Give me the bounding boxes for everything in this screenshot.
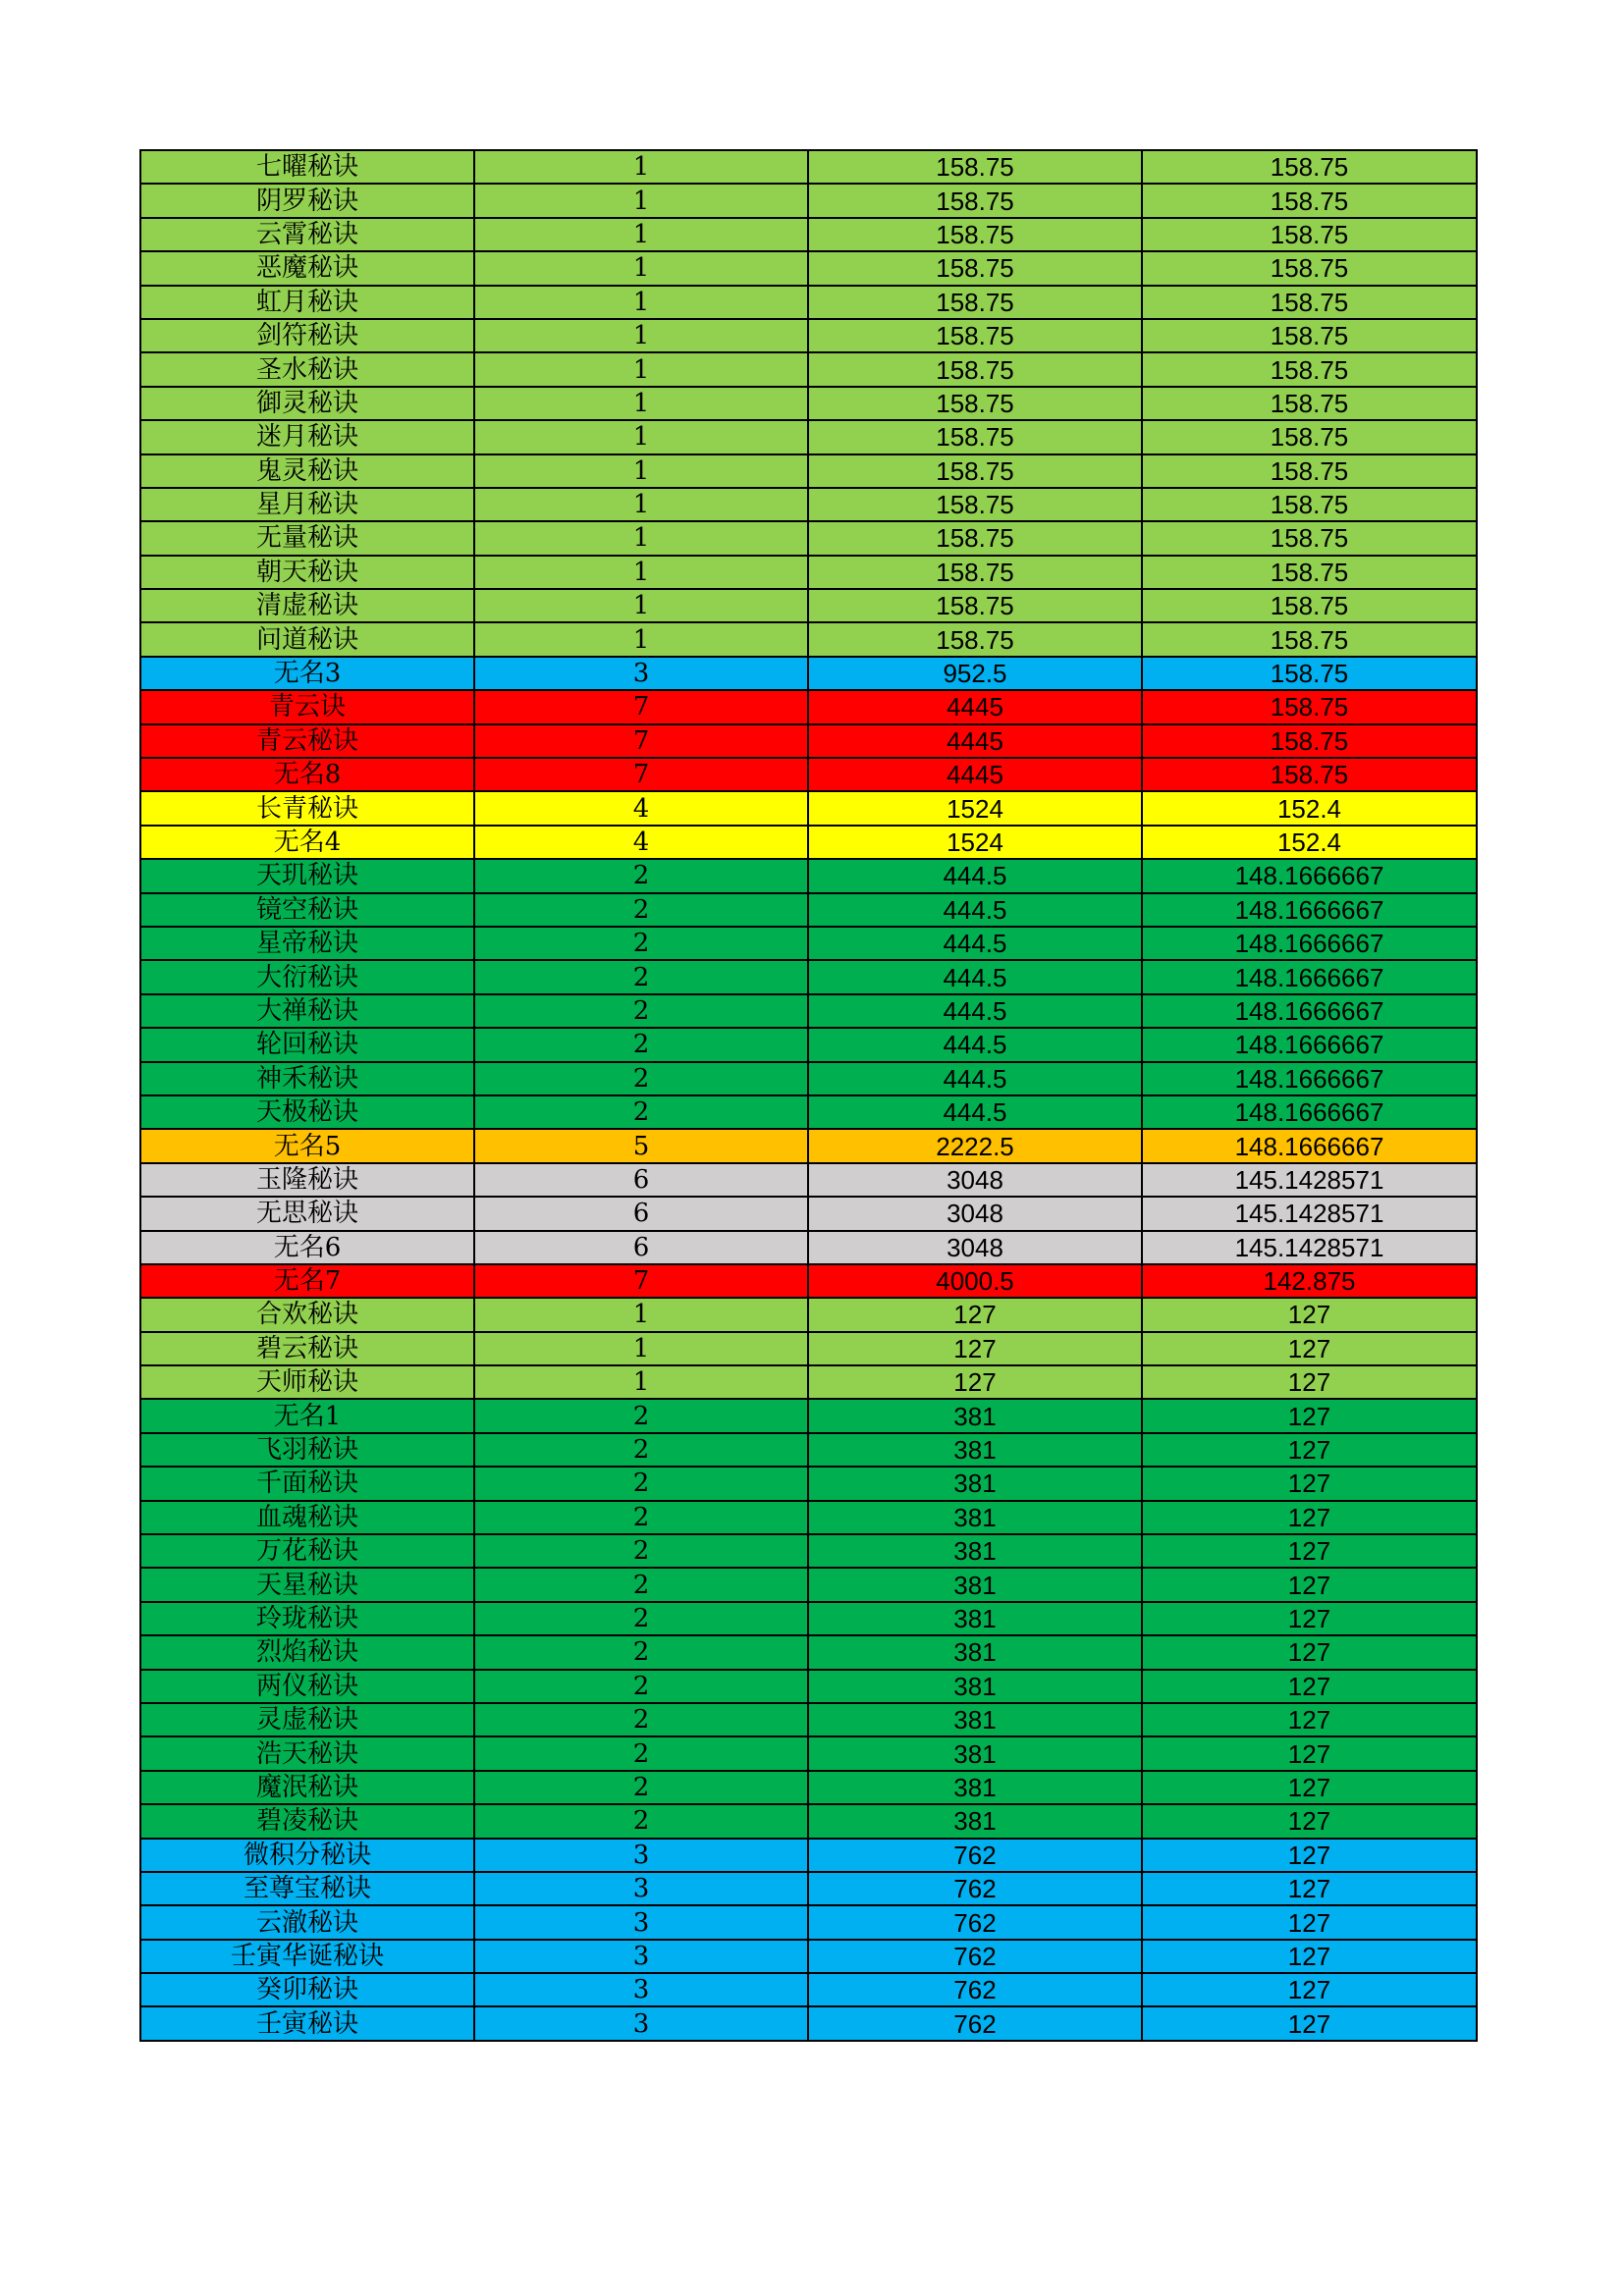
table-row — [140, 826, 1477, 859]
cell-average: 158.75 — [1142, 420, 1477, 454]
table-row — [140, 1365, 1477, 1399]
cell-level: 2 — [474, 859, 808, 892]
cell-name: 星帝秘诀 — [140, 927, 474, 960]
cell-name: 癸卯秘诀 — [140, 1973, 474, 2006]
cell-average: 158.75 — [1142, 286, 1477, 319]
cell-total: 127 — [808, 1298, 1142, 1331]
cell-level: 2 — [474, 1433, 808, 1467]
table-row — [140, 1399, 1477, 1432]
cell-name: 青云诀 — [140, 690, 474, 723]
cell-level: 6 — [474, 1163, 808, 1197]
table-row — [140, 1163, 1477, 1197]
cell-average: 158.75 — [1142, 622, 1477, 656]
cell-average: 158.75 — [1142, 690, 1477, 723]
cell-name: 天玑秘诀 — [140, 859, 474, 892]
cell-total: 762 — [808, 2006, 1142, 2040]
table-row — [140, 893, 1477, 927]
cell-total: 444.5 — [808, 960, 1142, 993]
cell-average: 158.75 — [1142, 758, 1477, 791]
table-row — [140, 488, 1477, 521]
cell-level: 7 — [474, 1264, 808, 1298]
table-row — [140, 556, 1477, 589]
cell-level: 2 — [474, 1804, 808, 1838]
table-row — [140, 1670, 1477, 1703]
cell-total: 381 — [808, 1602, 1142, 1635]
cell-total: 158.75 — [808, 218, 1142, 251]
cell-level: 1 — [474, 387, 808, 420]
cell-level: 3 — [474, 657, 808, 690]
cell-average: 158.75 — [1142, 521, 1477, 555]
cell-level: 1 — [474, 556, 808, 589]
cell-average: 152.4 — [1142, 791, 1477, 825]
table-row — [140, 1129, 1477, 1162]
cell-name: 无名7 — [140, 1264, 474, 1298]
cell-total: 158.75 — [808, 286, 1142, 319]
cell-level: 2 — [474, 1771, 808, 1804]
cell-total: 762 — [808, 1940, 1142, 1973]
table-row — [140, 1501, 1477, 1534]
cell-total: 381 — [808, 1399, 1142, 1432]
cell-level: 1 — [474, 150, 808, 184]
cell-name: 御灵秘诀 — [140, 387, 474, 420]
cell-name: 青云秘诀 — [140, 724, 474, 758]
cell-average: 148.1666667 — [1142, 1028, 1477, 1061]
cell-name: 迷月秘诀 — [140, 420, 474, 454]
cell-name: 无名5 — [140, 1129, 474, 1162]
cell-level: 1 — [474, 420, 808, 454]
cell-level: 1 — [474, 352, 808, 386]
cell-level: 1 — [474, 521, 808, 555]
cell-name: 万花秘诀 — [140, 1534, 474, 1568]
cell-average: 145.1428571 — [1142, 1231, 1477, 1264]
cell-total: 444.5 — [808, 1062, 1142, 1095]
cell-average: 127 — [1142, 1602, 1477, 1635]
table-row — [140, 1534, 1477, 1568]
cell-total: 381 — [808, 1736, 1142, 1770]
cell-name: 虹月秘诀 — [140, 286, 474, 319]
table-row — [140, 1467, 1477, 1500]
cell-total: 444.5 — [808, 859, 1142, 892]
cell-average: 127 — [1142, 1568, 1477, 1601]
cell-level: 7 — [474, 758, 808, 791]
cell-name: 大禅秘诀 — [140, 994, 474, 1028]
cell-average: 148.1666667 — [1142, 960, 1477, 993]
table-row — [140, 1973, 1477, 2006]
cell-average: 158.75 — [1142, 319, 1477, 352]
cell-level: 7 — [474, 724, 808, 758]
cell-name: 阴罗秘诀 — [140, 184, 474, 217]
cell-total: 381 — [808, 1467, 1142, 1500]
cell-average: 145.1428571 — [1142, 1163, 1477, 1197]
cell-total: 381 — [808, 1703, 1142, 1736]
cell-total: 158.75 — [808, 556, 1142, 589]
cell-total: 381 — [808, 1501, 1142, 1534]
cell-level: 1 — [474, 218, 808, 251]
cell-name: 大衍秘诀 — [140, 960, 474, 993]
table-row — [140, 150, 1477, 184]
table-row — [140, 1433, 1477, 1467]
cell-name: 恶魔秘诀 — [140, 251, 474, 285]
table-row — [140, 251, 1477, 285]
cell-total: 381 — [808, 1670, 1142, 1703]
cell-average: 158.75 — [1142, 150, 1477, 184]
cell-name: 无量秘诀 — [140, 521, 474, 555]
cell-average: 152.4 — [1142, 826, 1477, 859]
cell-average: 127 — [1142, 1534, 1477, 1568]
cell-level: 2 — [474, 994, 808, 1028]
cell-average: 148.1666667 — [1142, 994, 1477, 1028]
cell-name: 神禾秘诀 — [140, 1062, 474, 1095]
cell-level: 2 — [474, 1635, 808, 1669]
table-row — [140, 1298, 1477, 1331]
cell-average: 127 — [1142, 1298, 1477, 1331]
cell-name: 镜空秘诀 — [140, 893, 474, 927]
cell-total: 444.5 — [808, 994, 1142, 1028]
cell-total: 158.75 — [808, 150, 1142, 184]
cell-average: 127 — [1142, 1399, 1477, 1432]
cell-level: 3 — [474, 1973, 808, 2006]
cell-name: 无名3 — [140, 657, 474, 690]
cell-total: 158.75 — [808, 622, 1142, 656]
cell-average: 148.1666667 — [1142, 893, 1477, 927]
cell-level: 2 — [474, 1467, 808, 1500]
cell-total: 3048 — [808, 1197, 1142, 1230]
table-row — [140, 2006, 1477, 2040]
cell-average: 145.1428571 — [1142, 1197, 1477, 1230]
cell-average: 127 — [1142, 1433, 1477, 1467]
cell-total: 1524 — [808, 791, 1142, 825]
cell-average: 127 — [1142, 1872, 1477, 1905]
cell-average: 127 — [1142, 1771, 1477, 1804]
cell-name: 灵虚秘诀 — [140, 1703, 474, 1736]
cell-name: 长青秘诀 — [140, 791, 474, 825]
cell-level: 1 — [474, 1332, 808, 1365]
cell-level: 7 — [474, 690, 808, 723]
table-row — [140, 1703, 1477, 1736]
data-table — [139, 149, 1478, 2042]
cell-total: 2222.5 — [808, 1129, 1142, 1162]
table-row — [140, 319, 1477, 352]
cell-name: 魔泯秘诀 — [140, 1771, 474, 1804]
cell-level: 2 — [474, 1028, 808, 1061]
cell-average: 158.75 — [1142, 218, 1477, 251]
cell-average: 158.75 — [1142, 556, 1477, 589]
table-row — [140, 1095, 1477, 1129]
cell-level: 1 — [474, 286, 808, 319]
cell-name: 鬼灵秘诀 — [140, 454, 474, 488]
table-row — [140, 218, 1477, 251]
cell-average: 127 — [1142, 1467, 1477, 1500]
cell-average: 127 — [1142, 2006, 1477, 2040]
cell-level: 2 — [474, 960, 808, 993]
cell-name: 烈焰秘诀 — [140, 1635, 474, 1669]
cell-name: 无名4 — [140, 826, 474, 859]
cell-level: 2 — [474, 1399, 808, 1432]
cell-total: 158.75 — [808, 488, 1142, 521]
cell-name: 天极秘诀 — [140, 1095, 474, 1129]
table-row — [140, 758, 1477, 791]
cell-level: 1 — [474, 622, 808, 656]
cell-average: 158.75 — [1142, 724, 1477, 758]
table-row — [140, 1028, 1477, 1061]
table-row — [140, 1062, 1477, 1095]
cell-level: 2 — [474, 893, 808, 927]
table-row — [140, 184, 1477, 217]
cell-name: 剑符秘诀 — [140, 319, 474, 352]
cell-total: 3048 — [808, 1163, 1142, 1197]
cell-level: 2 — [474, 1602, 808, 1635]
cell-name: 无名8 — [140, 758, 474, 791]
cell-average: 127 — [1142, 1940, 1477, 1973]
table-row — [140, 521, 1477, 555]
cell-total: 762 — [808, 1905, 1142, 1939]
cell-total: 4445 — [808, 724, 1142, 758]
table-row — [140, 1736, 1477, 1770]
cell-level: 2 — [474, 1095, 808, 1129]
cell-average: 127 — [1142, 1670, 1477, 1703]
cell-total: 158.75 — [808, 251, 1142, 285]
cell-total: 444.5 — [808, 927, 1142, 960]
cell-average: 127 — [1142, 1501, 1477, 1534]
table-row — [140, 1940, 1477, 1973]
cell-name: 玉隆秘诀 — [140, 1163, 474, 1197]
cell-total: 158.75 — [808, 319, 1142, 352]
cell-total: 444.5 — [808, 1028, 1142, 1061]
cell-average: 148.1666667 — [1142, 1095, 1477, 1129]
cell-average: 127 — [1142, 1839, 1477, 1872]
table-body — [140, 150, 1477, 2041]
cell-level: 5 — [474, 1129, 808, 1162]
table-row — [140, 1264, 1477, 1298]
cell-name: 星月秘诀 — [140, 488, 474, 521]
cell-total: 158.75 — [808, 454, 1142, 488]
cell-level: 4 — [474, 791, 808, 825]
cell-level: 1 — [474, 251, 808, 285]
cell-total: 444.5 — [808, 1095, 1142, 1129]
cell-average: 127 — [1142, 1703, 1477, 1736]
cell-name: 七曜秘诀 — [140, 150, 474, 184]
cell-average: 158.75 — [1142, 488, 1477, 521]
cell-average: 127 — [1142, 1332, 1477, 1365]
table-row — [140, 724, 1477, 758]
table-row — [140, 1231, 1477, 1264]
cell-average: 148.1666667 — [1142, 859, 1477, 892]
cell-total: 127 — [808, 1332, 1142, 1365]
table-row — [140, 454, 1477, 488]
cell-average: 127 — [1142, 1905, 1477, 1939]
cell-average: 158.75 — [1142, 454, 1477, 488]
cell-total: 381 — [808, 1771, 1142, 1804]
table-row — [140, 1839, 1477, 1872]
cell-average: 148.1666667 — [1142, 927, 1477, 960]
cell-level: 2 — [474, 1062, 808, 1095]
cell-level: 1 — [474, 488, 808, 521]
table-row — [140, 1804, 1477, 1838]
cell-level: 3 — [474, 2006, 808, 2040]
cell-total: 158.75 — [808, 184, 1142, 217]
cell-average: 158.75 — [1142, 589, 1477, 622]
cell-total: 158.75 — [808, 589, 1142, 622]
cell-average: 127 — [1142, 1736, 1477, 1770]
cell-total: 381 — [808, 1568, 1142, 1601]
table-row — [140, 960, 1477, 993]
cell-total: 381 — [808, 1433, 1142, 1467]
cell-total: 762 — [808, 1839, 1142, 1872]
cell-name: 千面秘诀 — [140, 1467, 474, 1500]
cell-name: 朝天秘诀 — [140, 556, 474, 589]
table-row — [140, 1905, 1477, 1939]
cell-level: 6 — [474, 1197, 808, 1230]
cell-level: 1 — [474, 184, 808, 217]
cell-level: 3 — [474, 1839, 808, 1872]
cell-name: 问道秘诀 — [140, 622, 474, 656]
cell-average: 148.1666667 — [1142, 1062, 1477, 1095]
cell-total: 4445 — [808, 690, 1142, 723]
cell-level: 3 — [474, 1905, 808, 1939]
cell-name: 碧云秘诀 — [140, 1332, 474, 1365]
cell-total: 381 — [808, 1804, 1142, 1838]
cell-total: 1524 — [808, 826, 1142, 859]
cell-total: 4445 — [808, 758, 1142, 791]
cell-average: 148.1666667 — [1142, 1129, 1477, 1162]
cell-level: 1 — [474, 454, 808, 488]
table-row — [140, 387, 1477, 420]
cell-total: 381 — [808, 1635, 1142, 1669]
cell-name: 浩天秘诀 — [140, 1736, 474, 1770]
cell-average: 158.75 — [1142, 251, 1477, 285]
cell-average: 158.75 — [1142, 184, 1477, 217]
cell-name: 血魂秘诀 — [140, 1501, 474, 1534]
cell-level: 3 — [474, 1940, 808, 1973]
table-row — [140, 1635, 1477, 1669]
table-row — [140, 791, 1477, 825]
cell-average: 158.75 — [1142, 657, 1477, 690]
cell-name: 合欢秘诀 — [140, 1298, 474, 1331]
cell-average: 158.75 — [1142, 387, 1477, 420]
cell-level: 2 — [474, 1534, 808, 1568]
cell-total: 158.75 — [808, 352, 1142, 386]
table-row — [140, 1332, 1477, 1365]
table-row — [140, 622, 1477, 656]
cell-name: 天师秘诀 — [140, 1365, 474, 1399]
table-row — [140, 1197, 1477, 1230]
cell-total: 762 — [808, 1973, 1142, 2006]
cell-level: 2 — [474, 1670, 808, 1703]
cell-average: 127 — [1142, 1635, 1477, 1669]
cell-average: 158.75 — [1142, 352, 1477, 386]
cell-total: 762 — [808, 1872, 1142, 1905]
cell-name: 至尊宝秘诀 — [140, 1872, 474, 1905]
table-row — [140, 859, 1477, 892]
cell-name: 无名6 — [140, 1231, 474, 1264]
table-row — [140, 657, 1477, 690]
cell-total: 158.75 — [808, 420, 1142, 454]
table-row — [140, 690, 1477, 723]
cell-level: 2 — [474, 1501, 808, 1534]
cell-level: 2 — [474, 1568, 808, 1601]
cell-total: 158.75 — [808, 387, 1142, 420]
cell-average: 127 — [1142, 1365, 1477, 1399]
cell-total: 3048 — [808, 1231, 1142, 1264]
cell-total: 381 — [808, 1534, 1142, 1568]
cell-name: 碧凌秘诀 — [140, 1804, 474, 1838]
table-row — [140, 927, 1477, 960]
table-row — [140, 1872, 1477, 1905]
cell-total: 158.75 — [808, 521, 1142, 555]
cell-name: 两仪秘诀 — [140, 1670, 474, 1703]
table-row — [140, 589, 1477, 622]
cell-name: 云霄秘诀 — [140, 218, 474, 251]
cell-name: 圣水秘诀 — [140, 352, 474, 386]
table-row — [140, 1602, 1477, 1635]
cell-name: 微积分秘诀 — [140, 1839, 474, 1872]
cell-name: 壬寅华诞秘诀 — [140, 1940, 474, 1973]
cell-name: 无名1 — [140, 1399, 474, 1432]
table-row — [140, 1568, 1477, 1601]
table-row — [140, 286, 1477, 319]
table-row — [140, 352, 1477, 386]
cell-level: 3 — [474, 1872, 808, 1905]
cell-average: 142.875 — [1142, 1264, 1477, 1298]
cell-level: 2 — [474, 1736, 808, 1770]
table-row — [140, 420, 1477, 454]
cell-level: 2 — [474, 927, 808, 960]
cell-average: 127 — [1142, 1804, 1477, 1838]
cell-name: 玲珑秘诀 — [140, 1602, 474, 1635]
table-row — [140, 994, 1477, 1028]
cell-name: 轮回秘诀 — [140, 1028, 474, 1061]
cell-total: 4000.5 — [808, 1264, 1142, 1298]
cell-total: 127 — [808, 1365, 1142, 1399]
cell-level: 1 — [474, 319, 808, 352]
cell-total: 444.5 — [808, 893, 1142, 927]
table-row — [140, 1771, 1477, 1804]
cell-level: 1 — [474, 589, 808, 622]
cell-level: 4 — [474, 826, 808, 859]
cell-name: 飞羽秘诀 — [140, 1433, 474, 1467]
cell-level: 1 — [474, 1298, 808, 1331]
cell-level: 6 — [474, 1231, 808, 1264]
cell-name: 无思秘诀 — [140, 1197, 474, 1230]
cell-level: 1 — [474, 1365, 808, 1399]
cell-average: 127 — [1142, 1973, 1477, 2006]
cell-name: 云澈秘诀 — [140, 1905, 474, 1939]
cell-name: 天星秘诀 — [140, 1568, 474, 1601]
cell-level: 2 — [474, 1703, 808, 1736]
cell-name: 壬寅秘诀 — [140, 2006, 474, 2040]
cell-total: 952.5 — [808, 657, 1142, 690]
cell-name: 清虚秘诀 — [140, 589, 474, 622]
